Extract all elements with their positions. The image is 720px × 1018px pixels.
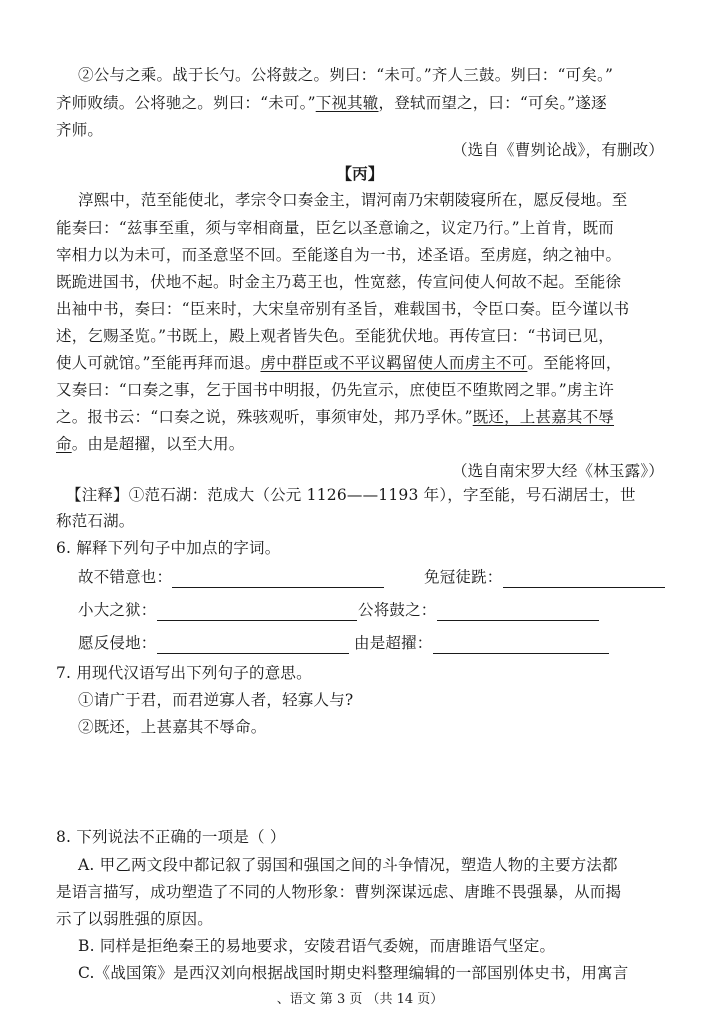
bing-line-7: 使人可就馆。”至能再拜而退。虏中群臣或不平议羁留使人而虏主不可。至能将回，	[56, 354, 622, 372]
q7-sentence-1: ①请广于君，而君逆寡人者，轻寡人与?	[78, 691, 354, 709]
q8-option-a-line-2: 是语言描写，成功塑造了不同的人物形象：曹刿深谋远虑、唐雎不畏强暴，从而揭	[56, 883, 622, 901]
answer-blank[interactable]	[437, 602, 599, 621]
q7-stem: 7. 用现代汉语写出下列句子的意思。	[56, 664, 312, 682]
bing-line-3: 宰相力以为未可，而圣意坚不回。至能遂自为一书，述圣语。至虏庭，纳之袖中。	[56, 246, 622, 264]
bing-line-9: 之。报书云：“口奏之说，殊骇观听，事须审处，邦乃孚休。”既还，上甚嘉其不辱	[56, 408, 615, 426]
jia-line-3: 齐师。	[56, 121, 104, 139]
bing-heading: 【丙】	[336, 164, 384, 183]
q6-item-3: 小大之狱：	[78, 597, 418, 623]
q6-item-4: 公将鼓之：	[358, 597, 618, 623]
jia-line-1: ②公与之乘。战于长勺。公将鼓之。刿曰：“未可。”齐人三鼓。刿曰：“可矣。”	[78, 66, 614, 84]
q8-option-a-line-1: A. 甲乙两文段中都记叙了弱国和强国之间的斗争情况，塑造人物的主要方法都	[78, 856, 618, 874]
bing-line-5: 出袖中书，奏曰：“臣来时，大宋皇帝别有圣旨，难载国书，令臣口奏。臣今谨以书	[56, 300, 630, 318]
answer-blank[interactable]	[503, 569, 665, 588]
answer-blank[interactable]	[157, 602, 357, 621]
answer-blank[interactable]	[433, 635, 609, 654]
q8-option-a-line-3: 示了以弱胜强的原因。	[56, 910, 214, 928]
bing-line-10: 命。由是超擢，以至大用。	[56, 435, 245, 453]
q6-item-2: 免冠徒跣：	[424, 564, 674, 590]
annotation-line-2: 称范石湖。	[56, 512, 135, 530]
underlined-phrase: 下视其辙	[315, 94, 379, 112]
answer-blank[interactable]	[157, 635, 349, 654]
underlined-sentence: 虏中群臣或不平议羁留使人而虏主不可	[260, 354, 528, 372]
answer-blank[interactable]	[172, 569, 384, 588]
q7-sentence-2: ②既还，上甚嘉其不辱命。	[78, 718, 267, 736]
bing-line-6: 述，乞赐圣览。”书既上，殿上观者皆失色。至能犹伏地。再传宣曰：“书词已见，	[56, 327, 615, 345]
page-footer: 、语文 第 3 页 （共 14 页）	[276, 992, 444, 1007]
bing-source: （选自南宋罗大经《林玉露》）	[451, 462, 664, 480]
q6-item-5: 愿反侵地：	[78, 630, 418, 656]
annotation-line-1: 【注释】①范石湖：范成大（公元 1126——1193 年），字至能，号石湖居士，世	[66, 486, 636, 504]
bing-line-1: 淳熙中，范至能使北，孝宗令口奏金主，谓河南乃宋朝陵寝所在，愿反侵地。至	[78, 191, 628, 209]
q6-stem: 6. 解释下列句子中加点的字词。	[56, 539, 281, 557]
jia-line-2: 齐师败绩。公将驰之。刿曰：“未可。”下视其辙，登轼而望之，曰：“可矣。”遂逐	[56, 94, 607, 112]
bing-line-4: 既跪进国书，伏地不起。时金主乃葛王也，性宽慈，传宣问使人何故不起。至能徐	[56, 273, 622, 291]
q6-item-6: 由是超擢：	[354, 630, 624, 656]
underlined-sentence-2: 既还，上甚嘉其不辱	[472, 408, 615, 426]
q6-item-1: 故不错意也：	[78, 564, 398, 590]
q8-option-b: B. 同样是拒绝秦王的易地要求，安陵君语气委婉，而唐雎语气坚定。	[78, 937, 556, 955]
q8-option-c-line-1: C.《战国策》是西汉刘向根据战国时期史料整理编辑的一部国别体史书，用寓言	[78, 964, 629, 982]
jia-source: （选自《曹刿论战》，有删改）	[451, 141, 664, 159]
bing-line-8: 又奏曰：“口奏之事，乞于国书中明报，仍先宣示，庶使臣不堕欺罔之罪。”虏主许	[56, 381, 615, 399]
q8-stem: 8. 下列说法不正确的一项是（ ）	[56, 828, 286, 846]
bing-line-2: 能奏曰：“兹事至重，须与宰相商量，臣乞以圣意谕之，议定乃行。”上首肯，既而	[56, 219, 615, 237]
